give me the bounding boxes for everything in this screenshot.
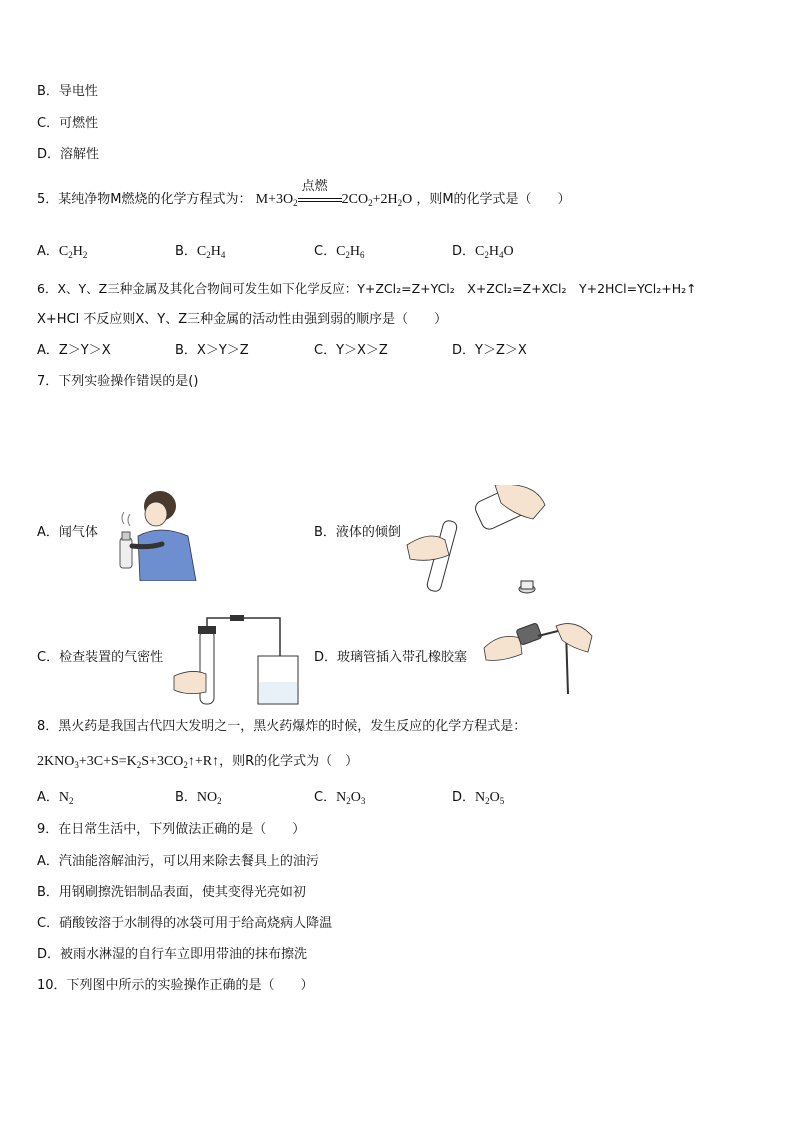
reaction-condition-arrow: 点燃 (298, 194, 342, 206)
q4-option-b: B．导电性 (37, 84, 98, 99)
liquid-pouring-illustration (405, 485, 555, 600)
q8-suffix: ，则R的化学式为（ ） (219, 754, 359, 769)
q9-option-a: A．汽油能溶解油污，可以用来除去餐具上的油污 (37, 854, 319, 869)
airtightness-check-illustration (172, 614, 302, 706)
q8-option-b: B．$NO_2$ (175, 790, 222, 806)
q6-option-b: B．X＞Y＞Z (175, 343, 249, 358)
q4-option-c: C．可燃性 (37, 116, 99, 131)
q5-suffix: ，则M的化学式是（ ） (416, 192, 571, 207)
q6-option-d: D．Y＞Z＞X (452, 343, 527, 358)
q5-prefix: 5．某纯净物M燃烧的化学方程式为： (37, 192, 252, 207)
q5-option-c: C．$C_2H_6$ (314, 244, 365, 260)
q4-option-d: D．溶解性 (37, 147, 100, 162)
q8-stem: 8．黑火药是我国古代四大发明之一，黑火药爆炸的时候，发生反应的化学方程式是： (37, 719, 527, 734)
q7-option-b-label: B．液体的倾倒 (314, 525, 401, 540)
q8-option-c: C．$N_2O_3$ (314, 790, 366, 806)
q9-option-d: D．被雨水淋湿的自行车立即用带油的抹布擦洗 (37, 947, 308, 962)
q8-option-a: A．$N_2$ (37, 790, 74, 806)
q6-stem-line2: X+HCl 不反应则X、Y、Z三种金属的活动性由强到弱的顺序是（ ） (37, 312, 448, 327)
q5-option-a: A．$C_2H_2$ (37, 244, 88, 260)
q6-option-c: C．Y＞X＞Z (314, 343, 388, 358)
smelling-gas-illustration (110, 486, 202, 581)
q5-equation: $M+3O_2$ 点燃 $2CO_2+2H_2O$ (255, 178, 413, 208)
q9-stem: 9．在日常生活中，下列做法正确的是（ ） (37, 822, 306, 837)
q7-stem: 7．下列实验操作错误的是() (37, 374, 199, 389)
q7-option-d-label: D．玻璃管插入带孔橡胶塞 (314, 650, 468, 665)
q10-stem: 10．下列图中所示的实验操作正确的是（ ） (37, 978, 314, 993)
q6-stem-line1: 6．X、Y、Z三种金属及其化合物间可发生如下化学反应：Y+ZCl₂=Z+YCl₂ X+ZCl₂=Z+XCl₂ Y+2HCl=YCl₂+H₂↑ (37, 281, 697, 296)
q5-stem (37, 178, 571, 209)
q8-equation-line (37, 753, 358, 771)
q8-equation: $2KNO_3+3C+S=K_2S+3CO_2↑+R↑$ (37, 754, 220, 770)
q8-option-d: D．$N_2O_5$ (452, 790, 505, 806)
q7-option-c-label: C．检查装置的气密性 (37, 650, 164, 665)
glass-tube-stopper-illustration (480, 618, 600, 696)
q9-option-b: B．用钢刷擦洗铝制品表面，使其变得光亮如初 (37, 885, 306, 900)
q7-option-a-label: A．闻气体 (37, 525, 98, 540)
q9-option-c: C．硝酸铵溶于水制得的冰袋可用于给高烧病人降温 (37, 916, 333, 931)
q5-option-b: B．$C_2H_4$ (175, 244, 226, 260)
q6-option-a: A．Z＞Y＞X (37, 343, 111, 358)
q5-option-d: D．$C_2H_4O$ (452, 244, 514, 260)
